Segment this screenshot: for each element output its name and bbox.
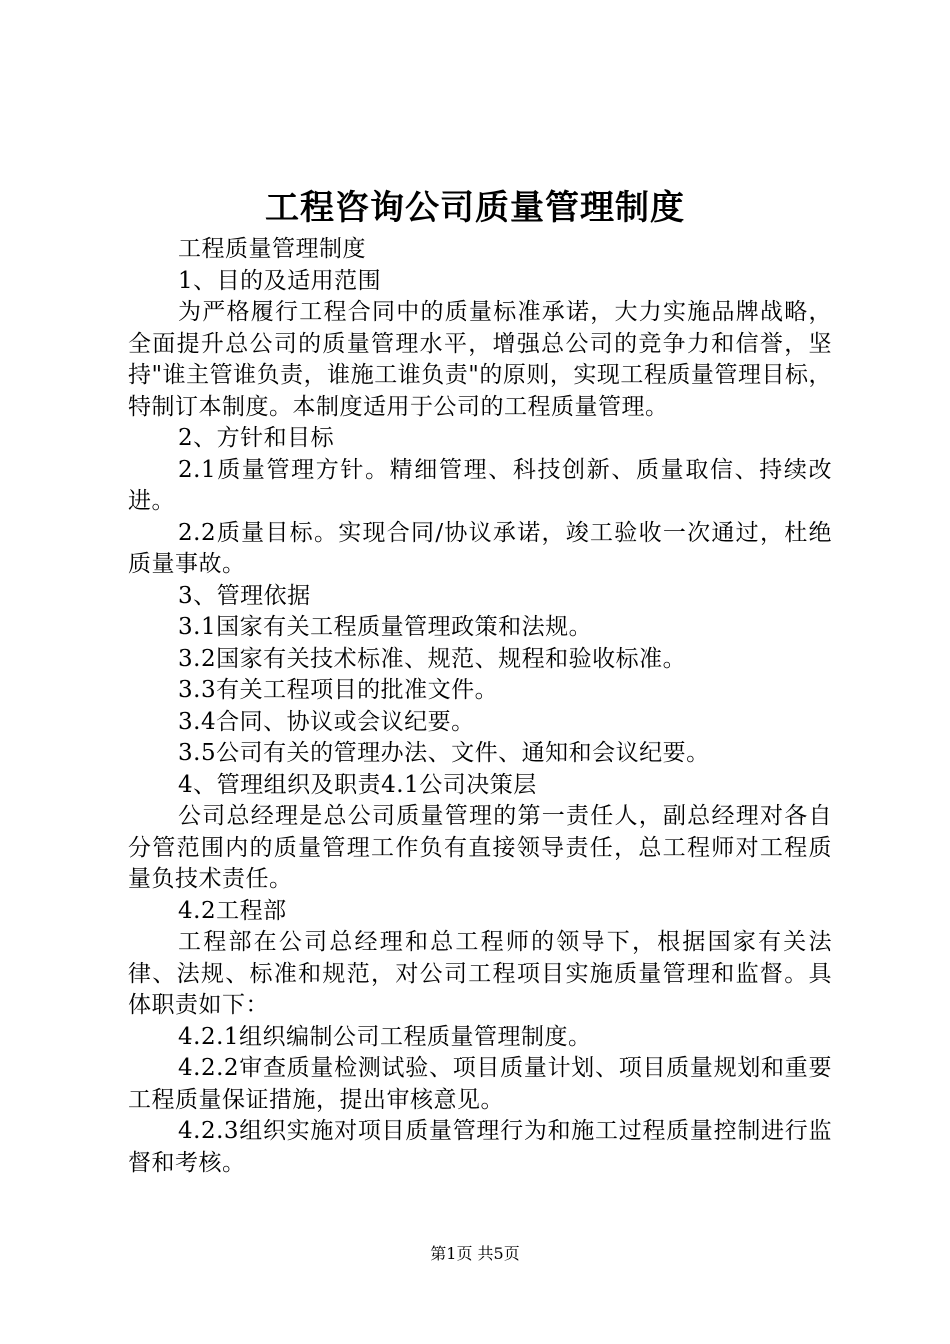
paragraph: 3.2国家有关技术标准、规范、规程和验收标准。 [178,645,687,672]
paragraph: 工程部在公司总经理和总工程师的领导下，根据国家有关法律、法规、标准和规范，对公司工程项目实施质量管理和监督。具体职责如下： [128,929,832,1018]
paragraph: 4.2.3组织实施对项目质量管理行为和施工过程质量控制进行监督和考核。 [128,1118,832,1176]
paragraph: 4.2.2审查质量检测试验、项目质量计划、项目质量规划和重要工程质量保证措施，提出审核意见。 [128,1055,832,1113]
document-body [128,234,832,1179]
section-heading: 3、管理依据 [178,582,311,609]
paragraph: 3.3有关工程项目的批准文件。 [178,677,499,703]
paragraph: 公司总经理是总公司质量管理的第一责任人，副总经理对各自分管范围内的质量管理工作负有直接领导责任，总工程师对工程质量负技术责任。 [128,803,832,892]
paragraph: 2.2质量目标。实现合同/协议承诺，竣工验收一次通过，杜绝质量事故。 [128,519,832,577]
paragraph: 2.1质量管理方针。精细管理、科技创新、质量取信、持续改进。 [128,456,832,514]
paragraph: 3.1国家有关工程质量管理政策和法规。 [178,614,593,640]
document-title: 工程咨询公司质量管理制度 [265,188,685,228]
paragraph: 工程质量管理制度 [178,236,366,262]
paragraph: 3.5公司有关的管理办法、文件、通知和会议纪要。 [178,740,710,766]
page-number-footer: 第1页 共5页 [430,1244,520,1263]
section-heading: 2、方针和目标 [178,425,335,451]
section-heading: 1、目的及适用范围 [178,267,382,294]
paragraph: 3.4合同、协议或会议纪要。 [178,708,475,735]
section-heading: 4、管理组织及职责4.1公司决策层 [178,771,537,798]
paragraph: 4.2.1组织编制公司工程质量管理制度。 [178,1023,592,1050]
paragraph: 为严格履行工程合同中的质量标准承诺，大力实施品牌战略，全面提升总公司的质量管理水平，增强总公司的竞争力和信誉，坚持"谁主管谁负责，谁施工谁负责"的原则，实现工程质量管理目标，特制订本制度。本制度适用于公司的工程质量管理。 [128,299,832,420]
section-heading: 4.2工程部 [178,897,287,924]
